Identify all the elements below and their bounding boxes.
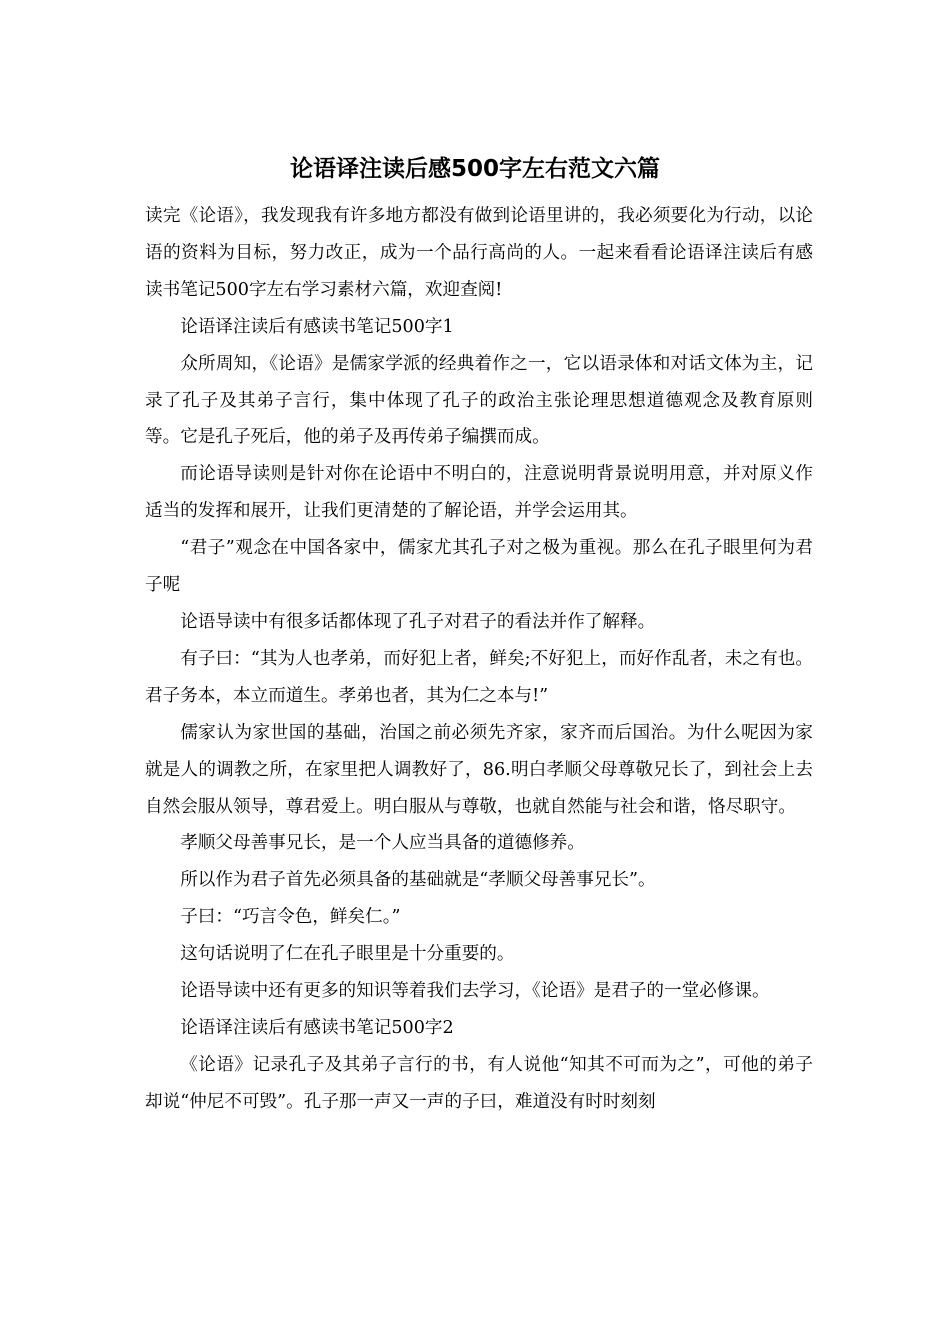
paragraph: 论语译注读后有感读书笔记500字2 (180, 1017, 454, 1038)
paragraph: 论语导读中有很多话都体现了孔子对君子的看法并作了解释。 (180, 611, 656, 632)
paragraph: “君子”观念在中国各家中，儒家尤其孔子对之极为重视。那么在孔子眼里何为君子呢 (145, 538, 813, 596)
paragraph: 读完《论语》，我发现我有许多地方都没有做到论语里讲的，我必须要化为行动，以论语的资料为目标，努力改正，成为一个品行高尚的人。一起来看看论语译注读后有感读书笔记500字左右学习素材六篇，欢迎查阅! (145, 206, 813, 300)
paragraph: 这句话说明了仁在孔子眼里是十分重要的。 (180, 944, 515, 965)
paragraph: 所以作为君子首先必须具备的基础就是“孝顺父母善事兄长”。 (180, 870, 656, 891)
paragraph: 孝顺父母善事兄长，是一个人应当具备的道德修养。 (180, 833, 585, 854)
document-body (145, 198, 813, 1121)
document-title: 论语译注读后感500字左右范文六篇 (289, 156, 660, 182)
paragraph: 众所周知，《论语》是儒家学派的经典着作之一，它以语录体和对话文体为主，记录了孔子及其弟子言行，集中体现了孔子的政治主张论理思想道德观念及教育原则等。它是孔子死后，他的弟子及再传弟子编撰而成。 (145, 353, 813, 448)
paragraph: 子曰：“巧言令色，鲜矣仁。” (180, 907, 401, 928)
paragraph: 论语译注读后有感读书笔记500字1 (180, 316, 454, 337)
paragraph: 有子曰：“其为人也孝弟，而好犯上者，鲜矣;不好犯上，而好作乱者，未之有也。君子务本，本立而道生。孝弟也者，其为仁之本与!” (145, 648, 813, 706)
paragraph: 论语导读中还有更多的知识等着我们去学习，《论语》是君子的一堂必修课。 (180, 981, 770, 1002)
paragraph: 《论语》记录孔子及其弟子言行的书，有人说他“知其不可而为之”，可他的弟子却说“仲尼不可毁”。孔子那一声又一声的子曰，难道没有时时刻刻 (145, 1054, 813, 1112)
paragraph: 儒家认为家世国的基础，治国之前必须先齐家，家齐而后国治。为什么呢因为家就是人的调教之所，在家里把人调教好了，86.明白孝顺父母尊敬兄长了，到社会上去自然会服从领导，尊君爱上。明白服从与尊敬，也就自然能与社会和谐，恪尽职守。 (145, 722, 813, 817)
paragraph: 而论语导读则是针对你在论语中不明白的，注意说明背景说明用意，并对原义作适当的发挥和展开，让我们更清楚的了解论语，并学会运用其。 (145, 464, 813, 522)
